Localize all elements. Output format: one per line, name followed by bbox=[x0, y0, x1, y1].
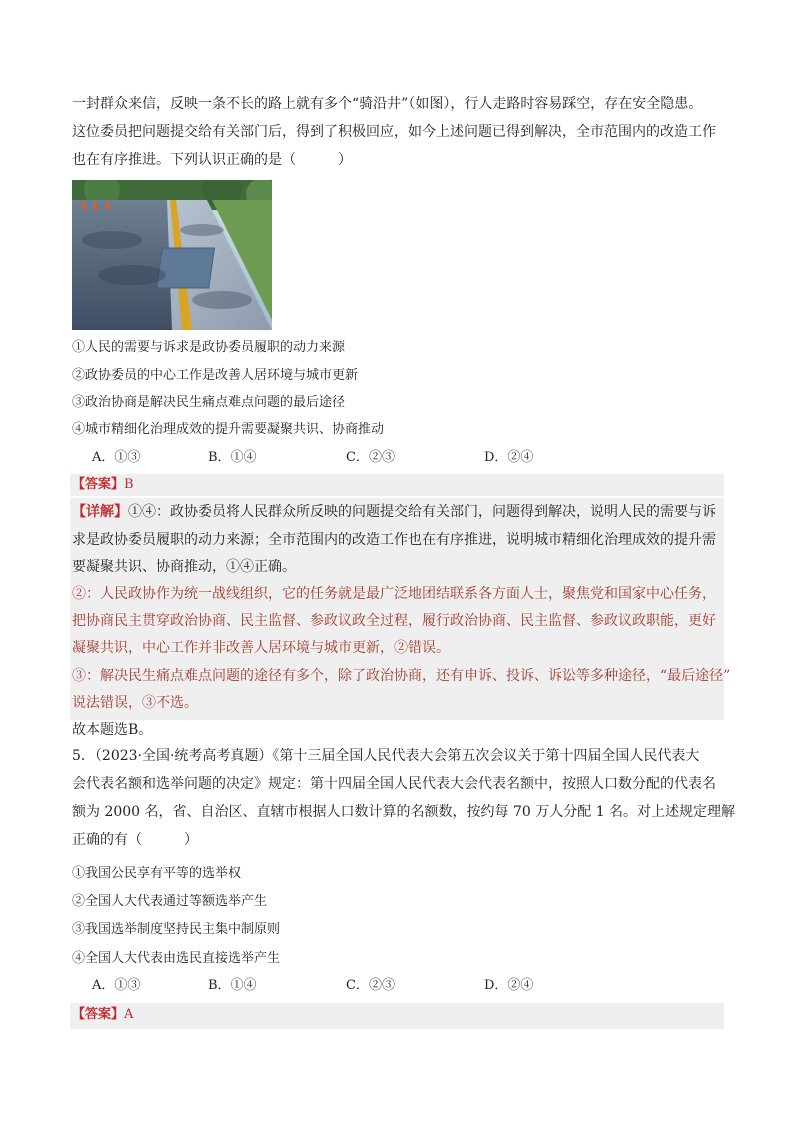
answer-tag: 【答案】 bbox=[72, 1007, 125, 1022]
q5-answer-box bbox=[70, 1003, 724, 1029]
q5-option-d: D．②④ bbox=[484, 978, 534, 993]
q5-option-a: A．①③ bbox=[92, 978, 141, 993]
q4-detail-2-line-2: 把协商民主贯穿政治协商、民主监督、参政议政全过程，履行政治协商、民主监督、参政议政职能，更好 bbox=[72, 613, 716, 629]
q4-detail-1-line-2: 求是政协委员履职的动力来源；全市范围内的改造工作也在有序推进，说明城市精细化治理成效的提升需 bbox=[72, 532, 716, 548]
answer-value: A bbox=[124, 1007, 134, 1022]
q5-option-c: C．②③ bbox=[346, 978, 395, 993]
q5-statement-2: ②全国人大代表通过等额选举产生 bbox=[72, 894, 268, 909]
answer-value: B bbox=[124, 477, 134, 492]
q4-answer bbox=[72, 475, 134, 495]
q5-stem-line-2: 会代表名额和选举问题的决定》规定：第十四届全国人民代表大会代表名额中，按照人口数分配的代表名 bbox=[72, 776, 716, 792]
q4-detail-2-line-3: 凝聚共识，中心工作并非改善人居环境与城市更新，②错误。 bbox=[72, 640, 450, 656]
q4-option-a: A．①③ bbox=[92, 450, 141, 465]
q5-answer bbox=[72, 1005, 133, 1025]
q4-answer-box bbox=[70, 474, 724, 496]
detail-tag: 【详解】 bbox=[72, 504, 128, 520]
q4-option-c: C．②③ bbox=[346, 450, 395, 465]
q4-option-d: D．②④ bbox=[484, 450, 534, 465]
q4-statement-4: ④城市精细化治理成效的提升需要凝聚共识、协商推动 bbox=[72, 422, 385, 437]
q4-statement-1: ①人民的需要与诉求是政协委员履职的动力来源 bbox=[72, 340, 346, 355]
q4-detail-3-line-2: 说法错误，③不选。 bbox=[72, 695, 198, 711]
q5-stem-line-3: 额为 2000 名，省、自治区、直辖市根据人口数计算的名额数，按约每 70 万人分配 1 名。对上述规定理解 bbox=[72, 804, 736, 820]
q5-option-b: B．①④ bbox=[208, 978, 257, 993]
q4-detail-3-line-1: ③：解决民生痛点难点问题的途径有多个，除了政治协商，还有申诉、投诉、诉讼等多种途径，“最后途径” bbox=[72, 668, 731, 684]
answer-tag: 【答案】 bbox=[72, 477, 125, 492]
q4-detail-1-line-3: 要凝聚共识、协商推动，①④正确。 bbox=[72, 559, 296, 575]
q4-stem-line-1: 一封群众来信，反映一条不长的路上就有多个“骑沿井”（如图），行人走路时容易踩空，存在安全隐患。 bbox=[72, 96, 703, 112]
q4-statement-3: ③政治协商是解决民生痛点难点问题的最后途径 bbox=[72, 395, 346, 410]
q4-stem-line-3: 也在有序推进。下列认识正确的是（ ） bbox=[72, 152, 352, 168]
q5-statement-4: ④全国人大代表由选民直接选举产生 bbox=[72, 951, 281, 966]
q4-detail-1-line-1 bbox=[72, 502, 716, 522]
q4-detail-2-line-1: ②：人民政协作为统一战线组织，它的任务就是最广泛地团结联系各方面人士，聚焦党和国家中心任务， bbox=[72, 586, 716, 602]
q4-stem-line-2: 这位委员把问题提交给有关部门后，得到了积极回应，如今上述问题已得到解决，全市范围内的改造工作 bbox=[72, 124, 716, 140]
q4-conclusion: 故本题选B。 bbox=[72, 722, 153, 738]
q5-statement-1: ①我国公民享有平等的选举权 bbox=[72, 866, 242, 881]
street-manhole-photo bbox=[72, 180, 272, 330]
q4-statement-2: ②政协委员的中心工作是改善人居环境与城市更新 bbox=[72, 368, 359, 383]
q5-stem-line-1: 5．（2023·全国·统考高考真题）《第十三届全国人民代表大会第五次会议关于第十四届全国人民代表大 bbox=[72, 748, 700, 764]
q4-option-b: B．①④ bbox=[208, 450, 257, 465]
q5-stem-line-4: 正确的有（ ） bbox=[72, 832, 198, 848]
q5-statement-3: ③我国选举制度坚持民主集中制原则 bbox=[72, 922, 281, 937]
detail-1-text: ①④：政协委员将人民群众所反映的问题提交给有关部门，问题得到解决，说明人民的需要与诉 bbox=[128, 504, 716, 520]
